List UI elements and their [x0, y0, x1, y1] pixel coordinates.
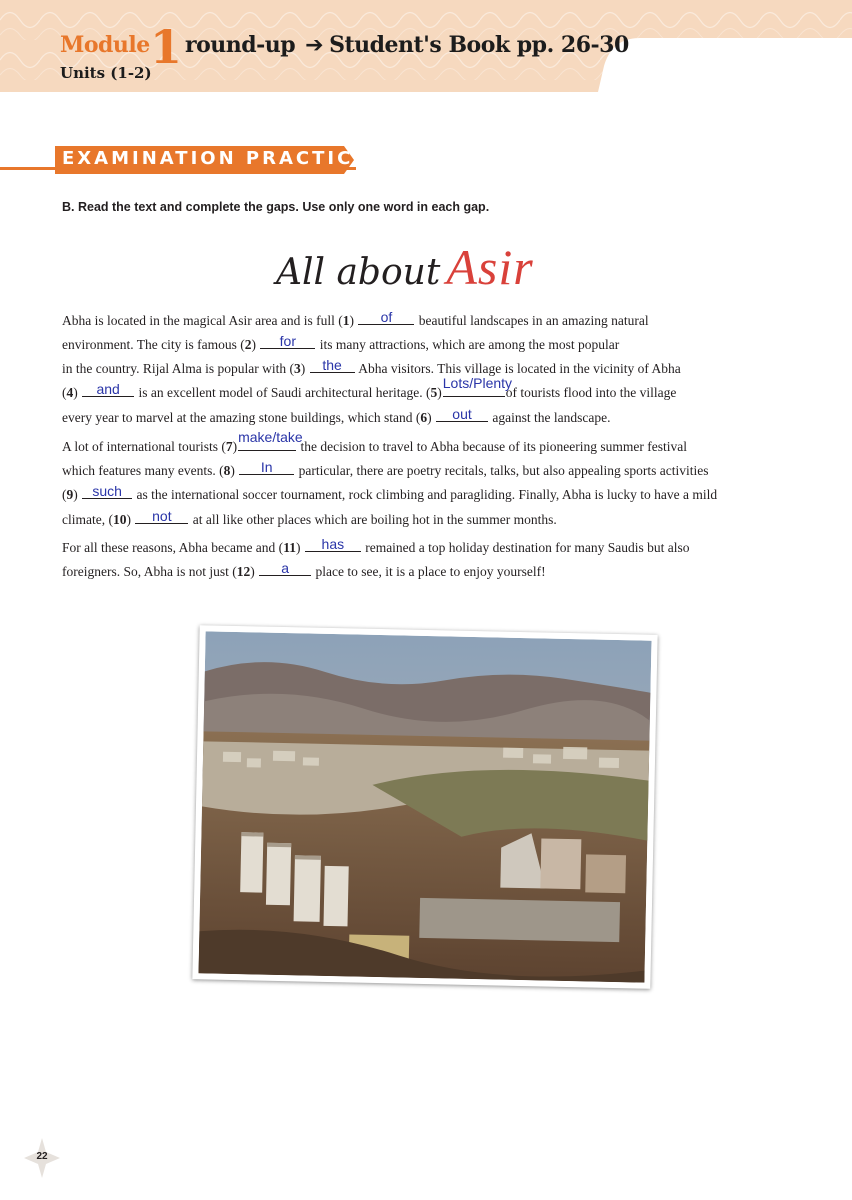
article-line	[62, 536, 690, 556]
text-segment: )	[437, 385, 442, 400]
gap-number: 10	[112, 512, 127, 527]
text-segment: the decision to travel to Abha because of its pioneering summer festival	[297, 439, 688, 454]
abha-city-image	[198, 631, 651, 982]
text-segment: is an excellent model of Saudi architectural heritage. (	[135, 385, 431, 400]
text-segment: as the international soccer tournament, rock climbing and paragliding. Finally, Abha is lucky to have a mild	[133, 487, 718, 502]
text-segment: )	[300, 361, 309, 376]
gap-number: 7	[225, 439, 233, 454]
module-label: Module	[60, 32, 150, 58]
gap-number: 5	[430, 385, 438, 400]
answer-gap[interactable]	[259, 560, 311, 576]
handwritten-answer: a	[281, 560, 290, 576]
text-segment: )	[250, 564, 259, 579]
exercise-instruction: B. Read the text and complete the gaps. Use only one word in each gap.	[62, 200, 490, 214]
answer-gap[interactable]	[310, 357, 355, 373]
article-title-main: All about	[276, 252, 441, 293]
answer-gap[interactable]	[436, 406, 488, 422]
text-segment: )	[73, 487, 82, 502]
article-line	[62, 483, 718, 503]
answer-gap[interactable]	[239, 459, 294, 475]
page-number: 22	[36, 1151, 48, 1162]
article-line	[62, 406, 611, 426]
gap-number: 6	[420, 410, 428, 425]
gap-number: 3	[293, 361, 301, 376]
text-segment: at all like other places which are boiling hot in the summer months.	[189, 512, 557, 527]
handwritten-answer: In	[260, 459, 273, 475]
text-segment: Abha visitors. This village is located in the vicinity of Abha	[355, 361, 681, 376]
handwritten-answer: such	[92, 483, 122, 499]
article-title-accent: Asir	[446, 239, 534, 295]
text-segment: Abha is located in the magical Asir area and is full (	[62, 313, 343, 328]
text-segment: climate, (	[62, 512, 113, 527]
abha-photo	[192, 625, 657, 989]
answer-gap[interactable]	[358, 309, 414, 325]
section-label: EXAMINATION PRACTICE	[62, 148, 369, 169]
article-line	[62, 357, 681, 377]
handwritten-answer: out	[452, 406, 472, 422]
text-segment: of tourists flood into the village	[505, 385, 677, 400]
gap-number: 12	[236, 564, 251, 579]
text-segment: )	[251, 337, 260, 352]
answer-gap[interactable]	[135, 508, 188, 524]
book-reference: Student's Book pp. 26-30	[329, 32, 629, 58]
handwritten-answer: the	[322, 357, 342, 373]
handwritten-answer: for	[279, 333, 297, 349]
handwritten-answer: of	[380, 309, 393, 325]
module-title	[185, 32, 629, 58]
text-segment: which features many events. (	[62, 463, 224, 478]
gap-number: 8	[223, 463, 231, 478]
text-segment: )	[232, 439, 238, 454]
text-segment: )	[427, 410, 436, 425]
units-label: Units (1-2)	[60, 64, 152, 82]
text-segment: its many attractions, which are among the most popular	[316, 337, 620, 352]
article-line	[62, 309, 649, 329]
answer-gap[interactable]	[82, 381, 134, 397]
text-segment: environment. The city is famous (	[62, 337, 245, 352]
module-number: 1	[150, 20, 183, 74]
text-segment: (	[62, 487, 67, 502]
text-segment: )	[230, 463, 239, 478]
article-line	[62, 375, 677, 401]
arrow-right-icon: ➔	[305, 33, 324, 58]
text-segment: beautiful landscapes in an amazing natural	[415, 313, 649, 328]
text-segment: A lot of international tourists (	[62, 439, 226, 454]
answer-gap[interactable]	[442, 375, 513, 397]
article-line	[62, 560, 546, 580]
text-segment: particular, there are poetry recitals, talks, but also appealing sports activities	[295, 463, 709, 478]
text-segment: in the country. Rijal Alma is popular with (	[62, 361, 294, 376]
text-segment: )	[295, 540, 304, 555]
article-line	[62, 333, 620, 353]
handwritten-answer: not	[152, 508, 172, 524]
handwritten-answer: Lots/Plenty	[442, 375, 513, 391]
answer-gap[interactable]	[260, 333, 315, 349]
text-segment: (	[62, 385, 67, 400]
handwritten-answer: make/take	[238, 429, 303, 445]
answer-gap[interactable]	[305, 536, 361, 552]
text-segment: )	[349, 313, 358, 328]
text-segment: every year to marvel at the amazing stone buildings, which stand (	[62, 410, 421, 425]
text-segment: foreigners. So, Abha is not just (	[62, 564, 237, 579]
article-line	[62, 429, 688, 455]
module-title-text: round-up	[185, 32, 296, 58]
gap-number: 9	[66, 487, 74, 502]
text-segment: )	[73, 385, 82, 400]
article-line	[62, 459, 709, 479]
article-title	[276, 238, 534, 296]
article-line	[62, 508, 557, 528]
gap-number: 1	[342, 313, 350, 328]
answer-gap[interactable]	[82, 483, 132, 499]
answer-gap[interactable]	[238, 429, 303, 451]
text-segment: For all these reasons, Abha became and (	[62, 540, 284, 555]
gap-number: 2	[244, 337, 252, 352]
gap-number: 11	[283, 540, 296, 555]
gap-number: 4	[66, 385, 74, 400]
text-segment: remained a top holiday destination for many Saudis but also	[361, 540, 690, 555]
text-segment: place to see, it is a place to enjoy yourself!	[312, 564, 546, 579]
module-header	[0, 0, 852, 96]
text-segment: against the landscape.	[489, 410, 611, 425]
handwritten-answer: has	[321, 536, 345, 552]
text-segment: )	[126, 512, 135, 527]
handwritten-answer: and	[96, 381, 120, 397]
